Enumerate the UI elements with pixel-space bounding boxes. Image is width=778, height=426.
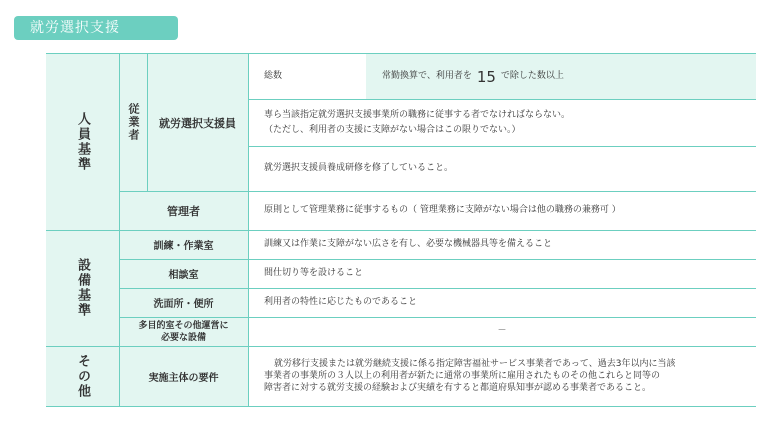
total-suffix: で除した数以上 bbox=[500, 71, 564, 81]
total-prefix: 常勤換算で、利用者を bbox=[382, 71, 472, 81]
training-cell bbox=[248, 146, 756, 191]
other-row-label-cell bbox=[119, 346, 248, 406]
facility-row-3-text: 利用者の特性に応じたものであること bbox=[264, 297, 418, 307]
facility-label: 設備基準 bbox=[75, 258, 90, 318]
facility-row-2-text: 間仕切り等を設けること bbox=[264, 268, 364, 278]
other-row-line-1: 就労移行支援または就労継続支援に係る指定障害福祉サービス事業者であって、過去3年以内に当該 bbox=[274, 359, 676, 369]
row-divider bbox=[248, 99, 756, 100]
total-number: 15 bbox=[476, 67, 496, 86]
section-label-facility bbox=[46, 230, 119, 346]
column-divider bbox=[147, 54, 148, 191]
facility-row-2-label-cell bbox=[119, 259, 248, 288]
column-divider bbox=[119, 54, 120, 406]
section-label-other bbox=[46, 346, 119, 406]
row-divider bbox=[119, 191, 756, 192]
section-label-personnel bbox=[46, 54, 119, 230]
duty-cell bbox=[248, 99, 756, 146]
column-divider bbox=[248, 54, 249, 406]
page-title: 就労選択支援 bbox=[14, 16, 178, 40]
facility-row-1-text: 訓練又は作業に支障がない広さを有し、必要な機械器具等を備えること bbox=[264, 239, 553, 249]
facility-row-4-label-line-1: 多目的室その他運営に bbox=[138, 320, 229, 331]
facility-row-3-label-cell bbox=[119, 288, 248, 317]
facility-row-1-label: 訓練・作業室 bbox=[153, 241, 214, 252]
row-divider bbox=[248, 146, 756, 147]
manager-text-cell bbox=[248, 191, 756, 230]
training-text: 就労選択支援員養成研修を修了していること。 bbox=[264, 163, 454, 173]
duty-line-1: 専ら当該指定就労選択支援事業所の職務に従事する者でなければならない。 bbox=[264, 109, 571, 120]
section-divider bbox=[46, 230, 756, 231]
row-divider bbox=[119, 317, 756, 318]
facility-row-4-label-cell bbox=[119, 317, 248, 346]
facility-row-1-label-cell bbox=[119, 230, 248, 259]
facility-row-4-text: － bbox=[497, 326, 507, 336]
total-value-cell bbox=[366, 54, 756, 99]
facility-row-3-label: 洗面所・便所 bbox=[153, 299, 214, 310]
other-row-line-2: 事業者の事業所の３人以上の利用者が新たに通常の事業所に雇用されたものその他これらと同等の bbox=[264, 371, 661, 381]
facility-row-2-label: 相談室 bbox=[168, 270, 199, 281]
manager-text: 原則として管理業務に従事するもの（ 管理業務に支障がない場合は他の職務の兼務可 ） bbox=[264, 205, 621, 215]
duty-line-2: （ただし、利用者の支援に支障がない場合はこの限りでない。） bbox=[264, 124, 521, 135]
facility-row-4-text-cell bbox=[248, 317, 756, 346]
facility-row-1-text-cell bbox=[248, 230, 756, 259]
total-label: 総数 bbox=[264, 71, 283, 81]
manager-label: 管理者 bbox=[167, 204, 200, 218]
facility-row-4-label-line-2: 必要な設備 bbox=[160, 332, 206, 343]
personnel-label: 人員基準 bbox=[75, 112, 90, 172]
facility-row-2-text-cell bbox=[248, 259, 756, 288]
total-label-cell bbox=[248, 54, 366, 99]
staff-group-label: 従業者 bbox=[127, 103, 140, 142]
row-divider bbox=[119, 288, 756, 289]
manager-cell bbox=[119, 191, 248, 230]
support-worker-cell bbox=[147, 54, 248, 191]
table-top-border bbox=[46, 53, 756, 54]
other-row-label: 実施主体の要件 bbox=[148, 372, 219, 384]
other-row-text-cell bbox=[248, 346, 756, 406]
table-bottom-border bbox=[46, 406, 756, 407]
facility-row-3-text-cell bbox=[248, 288, 756, 317]
other-label: その他 bbox=[75, 353, 90, 399]
row-divider bbox=[119, 259, 756, 260]
section-divider bbox=[46, 346, 756, 347]
staff-group-cell bbox=[119, 54, 147, 191]
support-worker-label: 就労選択支援員 bbox=[159, 116, 236, 130]
other-row-line-3: 障害者に対する就労支援の経験および実績を有すると都道府県知事が認める事業者であること。 bbox=[264, 383, 652, 393]
